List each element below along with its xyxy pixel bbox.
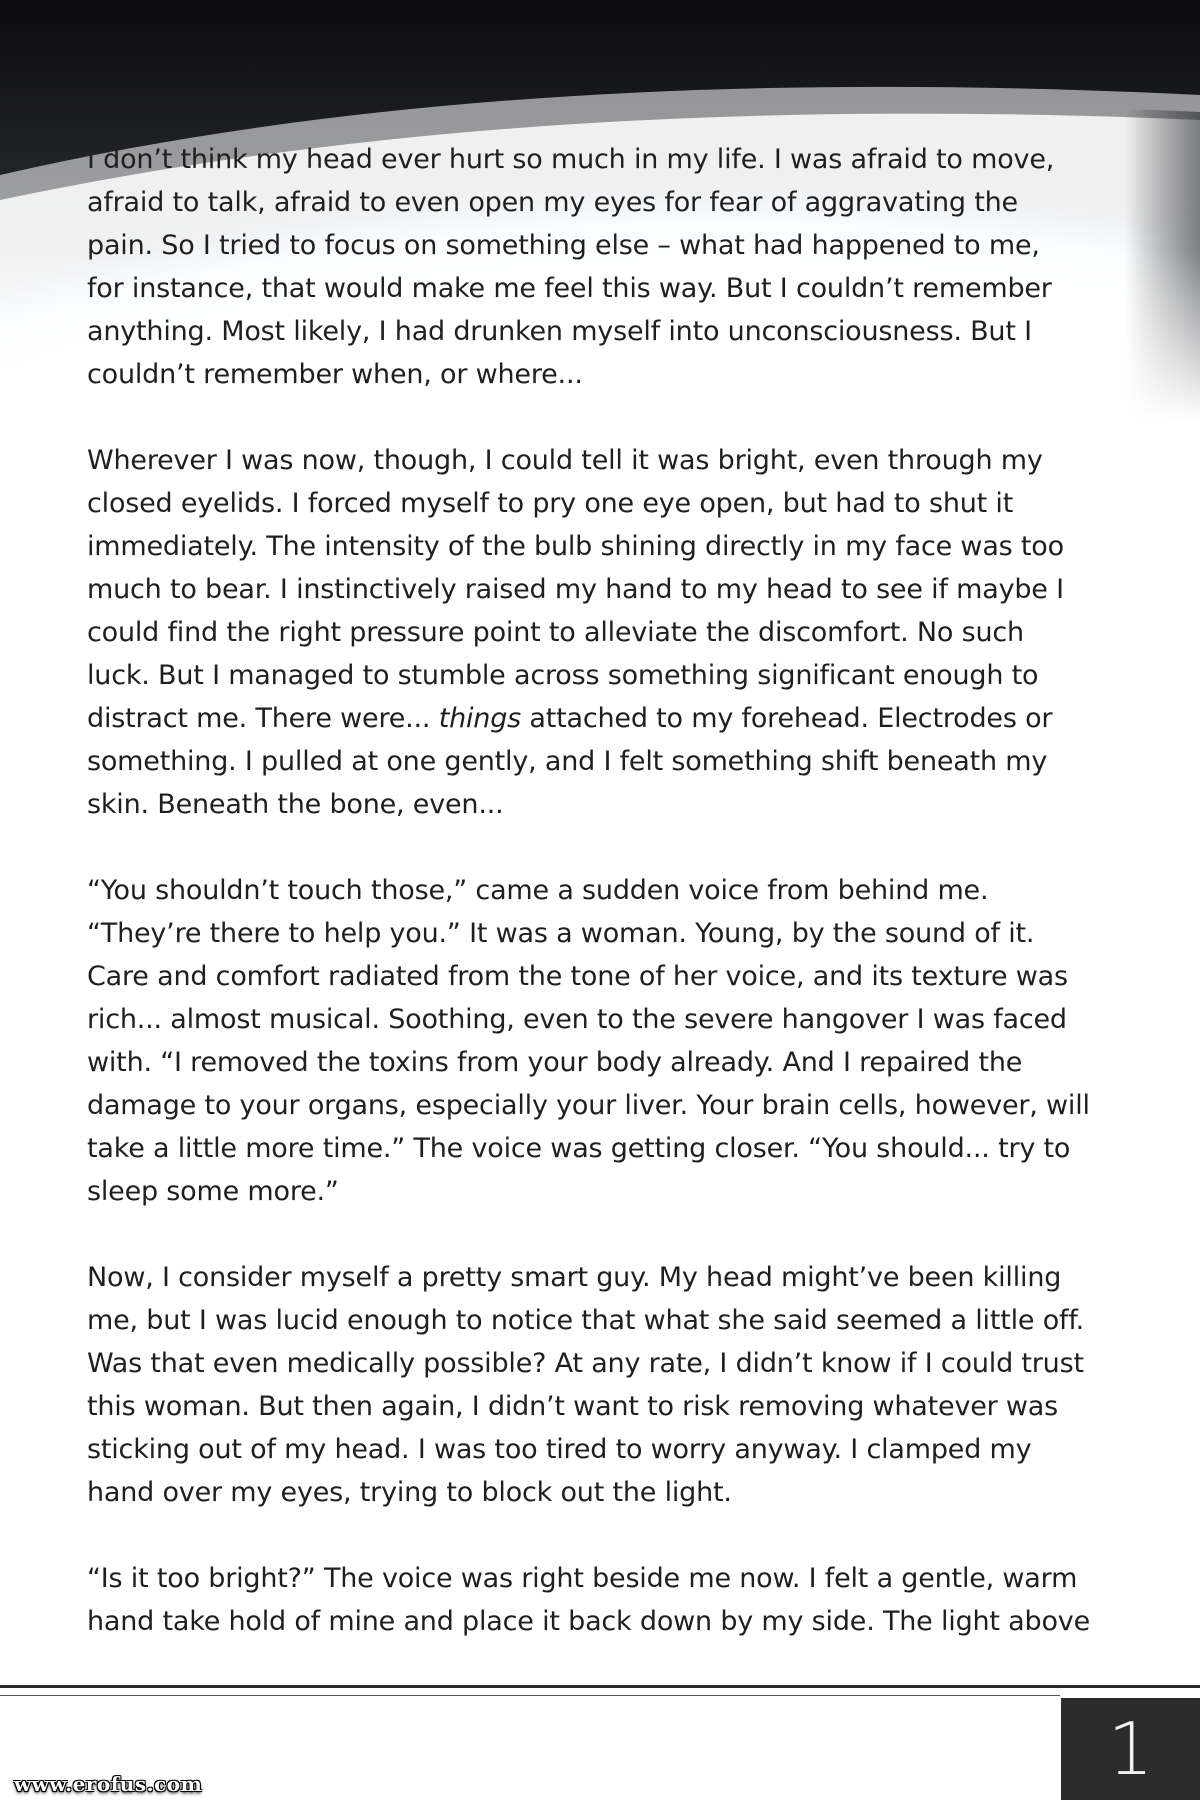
footer-rule-thin (0, 1695, 1060, 1696)
text-line: something. I pulled at one gently, and I felt something shift beneath my (87, 746, 1048, 777)
paragraph (87, 869, 1137, 1213)
text-line: “You shouldn’t touch those,” came a sudden voice from behind me. (87, 875, 989, 906)
text-line: “They’re there to help you.” It was a woman. Young, by the sound of it. (87, 918, 1035, 949)
italic-text-run: things (438, 703, 522, 734)
text-line: Was that even medically possible? At any rate, I didn’t know if I could trust (87, 1348, 1084, 1379)
text-line: hand take hold of mine and place it back down by my side. The light above (87, 1606, 1090, 1637)
text-line: with. “I removed the toxins from your body already. And I repaired the (87, 1047, 1023, 1078)
text-line: I don’t think my head ever hurt so much in my life. I was afraid to move, (87, 144, 1055, 175)
text-line: anything. Most likely, I had drunken myself into unconsciousness. But I (87, 316, 1032, 347)
text-line: this woman. But then again, I didn’t want to risk removing whatever was (87, 1391, 1059, 1422)
text-line: couldn’t remember when, or where... (87, 359, 583, 390)
text-line: afraid to talk, afraid to even open my eyes for fear of aggravating the (87, 187, 1018, 218)
text-line: Care and comfort radiated from the tone of her voice, and its texture was (87, 961, 1068, 992)
text-line: for instance, that would make me feel this way. But I couldn’t remember (87, 273, 1052, 304)
text-line: damage to your organs, especially your liver. Your brain cells, however, will (87, 1090, 1090, 1121)
text-line: closed eyelids. I forced myself to pry one eye open, but had to shut it (87, 488, 1014, 519)
text-line: skin. Beneath the bone, even... (87, 789, 504, 820)
text-line: immediately. The intensity of the bulb shining directly in my face was too (87, 531, 1064, 562)
text-run: attached to my forehead. Electrodes or (521, 703, 1053, 734)
text-line: could find the right pressure point to alleviate the discomfort. No such (87, 617, 1024, 648)
page-number-box (1061, 1698, 1200, 1800)
paragraph (87, 439, 1137, 826)
watermark: www.erofus.com (14, 1772, 203, 1796)
paragraph (87, 138, 1137, 396)
text-line: take a little more time.” The voice was getting closer. “You should... try to (87, 1133, 1071, 1164)
text-line: Now, I consider myself a pretty smart guy. My head might’ve been killing (87, 1262, 1062, 1293)
page-number: 1 (1107, 1707, 1154, 1791)
text-line: rich... almost musical. Soothing, even to the severe hangover I was faced (87, 1004, 1067, 1035)
paragraph (87, 1256, 1137, 1514)
text-line: me, but I was lucid enough to notice that what she said seemed a little off. (87, 1305, 1085, 1336)
text-line (87, 697, 1137, 740)
text-line: Wherever I was now, though, I could tell it was bright, even through my (87, 445, 1043, 476)
text-line: much to bear. I instinctively raised my hand to my head to see if maybe I (87, 574, 1064, 605)
paragraph (87, 1557, 1137, 1643)
text-line: sleep some more.” (87, 1176, 339, 1207)
footer-rule (0, 1685, 1200, 1688)
text-line: hand over my eyes, trying to block out the light. (87, 1477, 732, 1508)
story-text (87, 138, 1137, 1643)
text-line: pain. So I tried to focus on something else – what had happened to me, (87, 230, 1040, 261)
text-line: sticking out of my head. I was too tired to worry anyway. I clamped my (87, 1434, 1032, 1465)
text-line: luck. But I managed to stumble across something significant enough to (87, 660, 1039, 691)
text-line: “Is it too bright?” The voice was right beside me now. I felt a gentle, warm (87, 1563, 1078, 1594)
text-run: distract me. There were... (87, 703, 439, 734)
